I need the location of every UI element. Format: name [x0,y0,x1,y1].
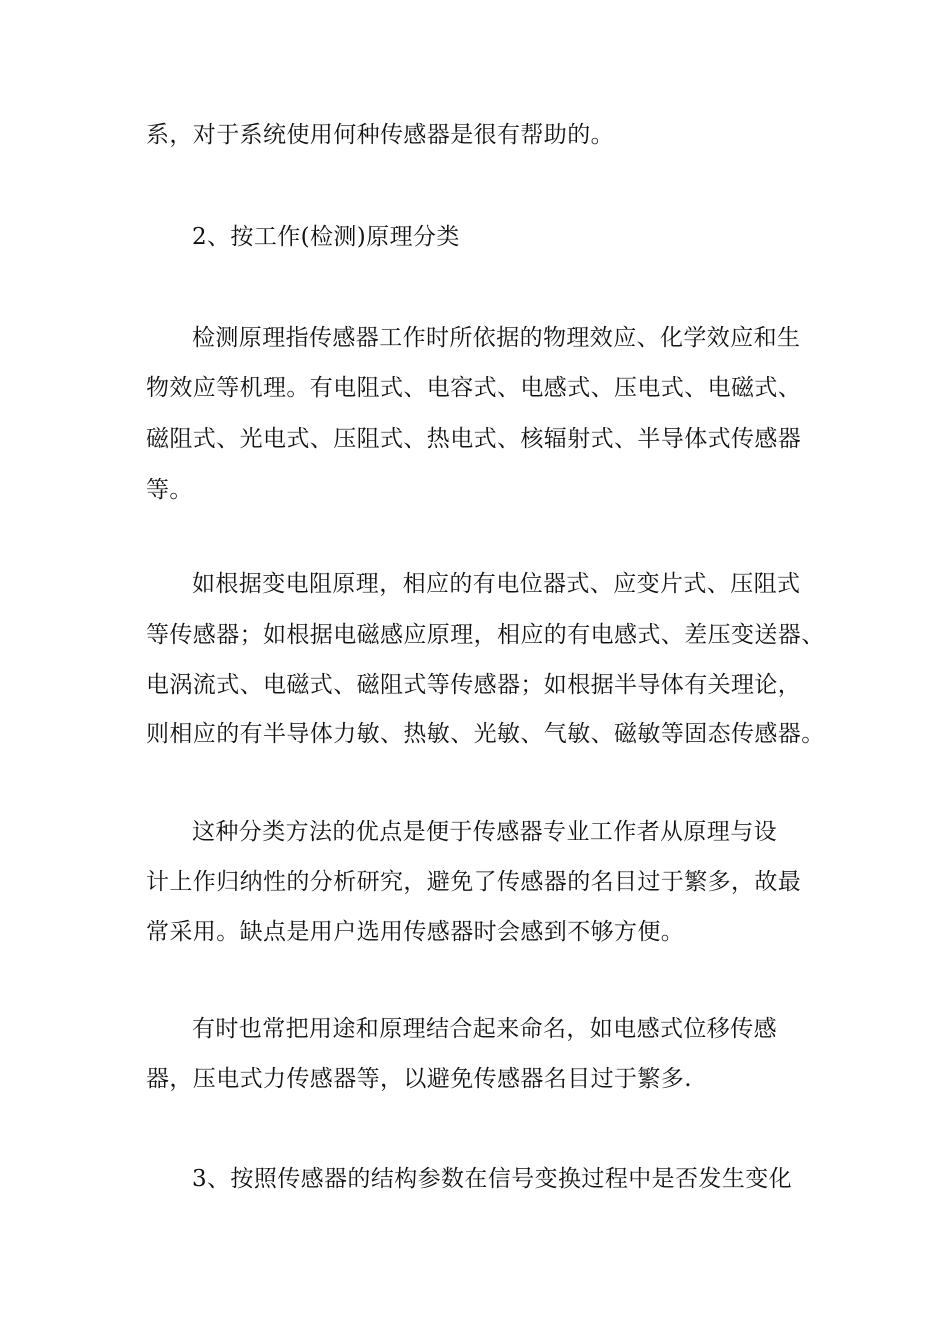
text-line: 系，对于系统使用何种传感器是很有帮助的。 [146,122,614,148]
text-line: 检测原理指传感器工作时所依据的物理效应、化学效应和生 [192,325,801,351]
text-line: 等。 [146,477,193,503]
text-line: 这种分类方法的优点是便于传感器专业工作者从原理与设 [192,819,777,845]
text-line: 等传感器；如根据电磁感应原理，相应的有电感式、差压变送器、 [146,622,825,648]
text-line: 物效应等机理。有电阻式、电容式、电感式、压电式、电磁式、 [146,375,802,401]
text-line: 磁阻式、光电式、压阻式、热电式、核辐射式、半导体式传感器 [146,426,802,452]
section-heading: 3、按照传感器的结构参数在信号变换过程中是否发生变化 [192,1166,793,1192]
text-line: 有时也常把用途和原理结合起来命名，如电感式位移传感 [192,1016,777,1042]
section-heading: 2、按工作(检测)原理分类 [192,224,460,250]
text-line: 常采用。缺点是用户选用传感器时会感到不够方便。 [146,919,685,945]
text-line: 则相应的有半导体力敏、热敏、光敏、气敏、磁敏等固态传感器。 [146,721,825,747]
text-line: 电涡流式、电磁式、磁阻式等传感器；如根据半导体有关理论， [146,672,802,698]
text-line: 器，压电式力传感器等，以避免传感器名目过于繁多. [146,1066,692,1092]
text-line: 计上作归纳性的分析研究，避免了传感器的名目过于繁多，故最 [146,869,802,895]
text-line: 如根据变电阻原理，相应的有电位器式、应变片式、压阻式 [192,571,801,597]
